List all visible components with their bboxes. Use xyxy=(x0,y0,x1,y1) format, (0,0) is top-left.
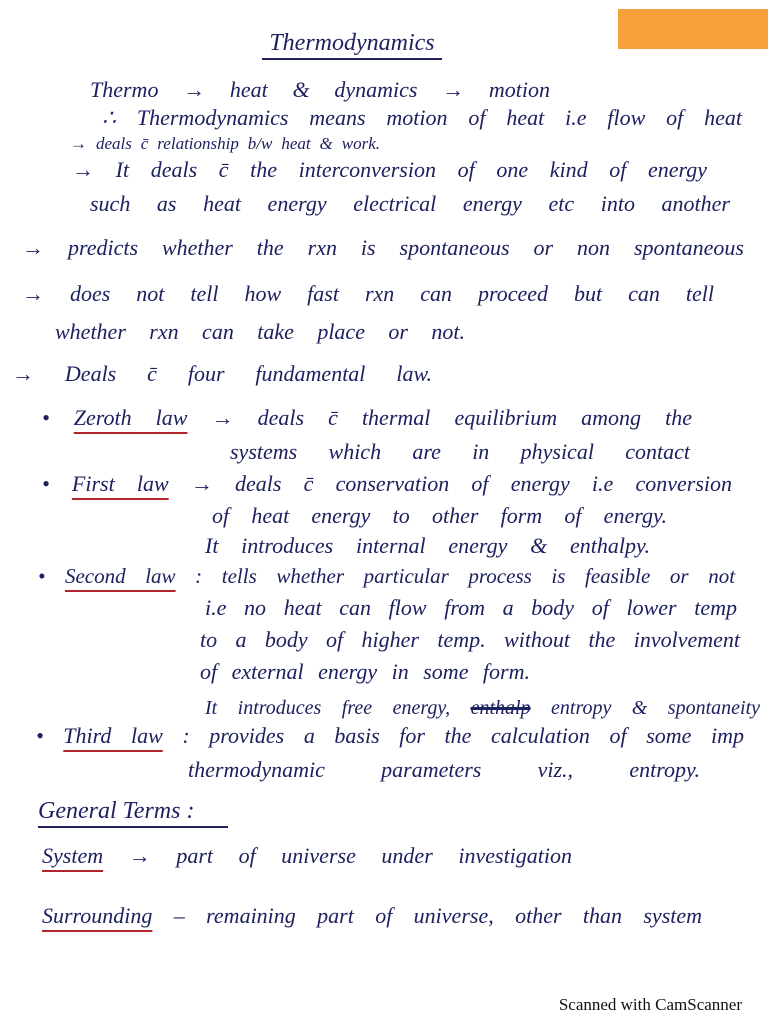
bullet: • xyxy=(36,723,44,748)
law-second-cont-3: of external energy in some form. xyxy=(200,659,530,684)
term-label: System xyxy=(42,843,104,868)
term-label: Surrounding xyxy=(42,903,153,928)
law-second xyxy=(38,562,735,590)
term-definition: remaining part of universe, other than system xyxy=(206,903,703,928)
scanner-watermark: Scanned with CamScanner xyxy=(558,995,742,1014)
intro-line-rate-cont: whether rxn can take place or not. xyxy=(55,319,465,344)
law-label: Second law xyxy=(64,564,176,588)
law-third-cont: thermodynamic parameters viz., entropy. xyxy=(188,757,700,782)
struck-word: enthalp xyxy=(470,697,531,719)
law-text: deals c̄ conservation of energy i.e conversion xyxy=(235,471,733,496)
law-text: deals c̄ thermal equilibrium among the xyxy=(257,405,692,430)
law-third xyxy=(36,722,744,750)
law-zeroth xyxy=(42,404,692,432)
dash-separator: – xyxy=(173,903,185,928)
law-first-cont-1: of heat energy to other form of energy. xyxy=(212,503,667,528)
term-surrounding xyxy=(42,902,702,930)
bullet: • xyxy=(38,564,46,588)
intro-line-four-laws: → Deals c̄ four fundamental law. xyxy=(12,361,432,386)
law-first-cont-2: It introduces internal energy & enthalpy. xyxy=(205,533,650,558)
arrow-separator: → xyxy=(211,405,234,430)
law-first xyxy=(42,470,732,498)
term-system xyxy=(42,842,572,870)
arrow-separator: → xyxy=(190,471,213,496)
bullet: • xyxy=(42,405,50,430)
law-label: Third law xyxy=(63,723,163,748)
law-text: provides a basis for the calculation of some imp xyxy=(209,723,745,748)
law-zeroth-cont: systems which are in physical contact xyxy=(230,439,690,464)
law-second-cont-1: i.e no heat can flow from a body of lower temp xyxy=(205,595,737,620)
colon-separator: : xyxy=(195,564,203,588)
bullet: • xyxy=(42,471,50,496)
law-label: First law xyxy=(71,471,169,496)
colon-separator: : xyxy=(182,723,190,748)
intro-line-interconversion: → It deals c̄ the interconversion of one kind of energy xyxy=(72,157,707,182)
intro-line-spontaneity: → predicts whether the rxn is spontaneous or non spontaneous xyxy=(22,235,744,260)
note-text-before: It introduces free energy, xyxy=(205,697,451,719)
intro-line-heat-work: → deals c̄ relationship b/w heat & work. xyxy=(70,134,380,153)
intro-line-rate: → does not tell how fast rxn can proceed but can tell xyxy=(22,281,714,306)
intro-line-energy-types: such as heat energy electrical energy etc into another xyxy=(90,191,730,216)
intro-line-meaning: ∴ Thermodynamics means motion of heat i.e flow of heat xyxy=(102,105,742,130)
intro-line-etymology: Thermo → heat & dynamics → motion xyxy=(90,77,550,102)
note-text-after: entropy & spontaneity xyxy=(551,697,761,719)
law-second-cont-2: to a body of higher temp. without the involvement xyxy=(200,627,740,652)
law-text: tells whether particular process is feasible or not xyxy=(221,564,736,588)
law-second-note xyxy=(205,694,760,722)
page-title: Thermodynamics xyxy=(262,28,442,60)
term-definition: part of universe under investigation xyxy=(176,843,573,868)
general-terms-heading: General Terms : xyxy=(38,796,228,828)
orange-corner-tag xyxy=(618,9,768,49)
arrow-separator: → xyxy=(128,843,151,868)
law-label: Zeroth law xyxy=(73,405,188,430)
